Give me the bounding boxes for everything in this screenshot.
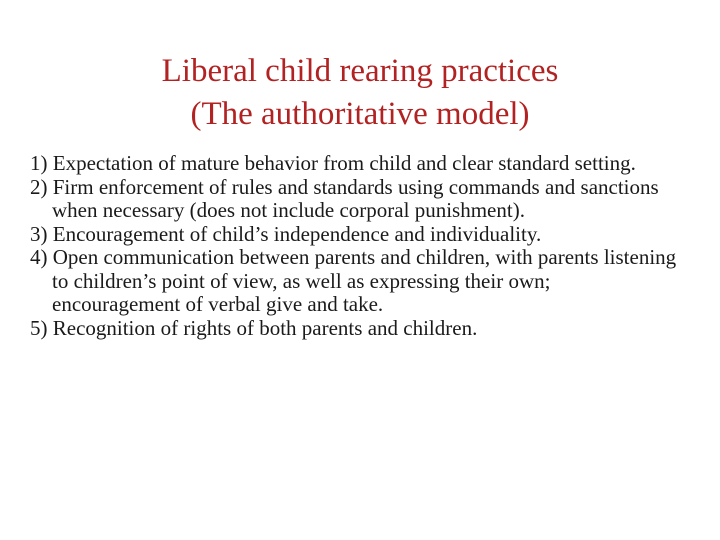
list-item: 1) Expectation of mature behavior from child and clear standard setting. (30, 151, 636, 175)
slide-title-line-1: Liberal child rearing practices (161, 53, 559, 89)
list-item: 3) Encouragement of child’s independence and individuality. (30, 221, 542, 246)
list-item: 5) Recognition of rights of both parents and children. (30, 315, 478, 340)
slide-title (0, 50, 720, 136)
practice-list (30, 152, 680, 340)
list-item: 4) Open communication between parents and children, with parents listening to children’s point of view, as well as expressing their own; encouragement of verbal give and take. (30, 245, 677, 316)
slide-title-line-2: (The authoritative model) (190, 96, 530, 132)
list-item: 2) Firm enforcement of rules and standards using commands and sanctions when necessary (does not include corporal punishment). (30, 174, 659, 222)
